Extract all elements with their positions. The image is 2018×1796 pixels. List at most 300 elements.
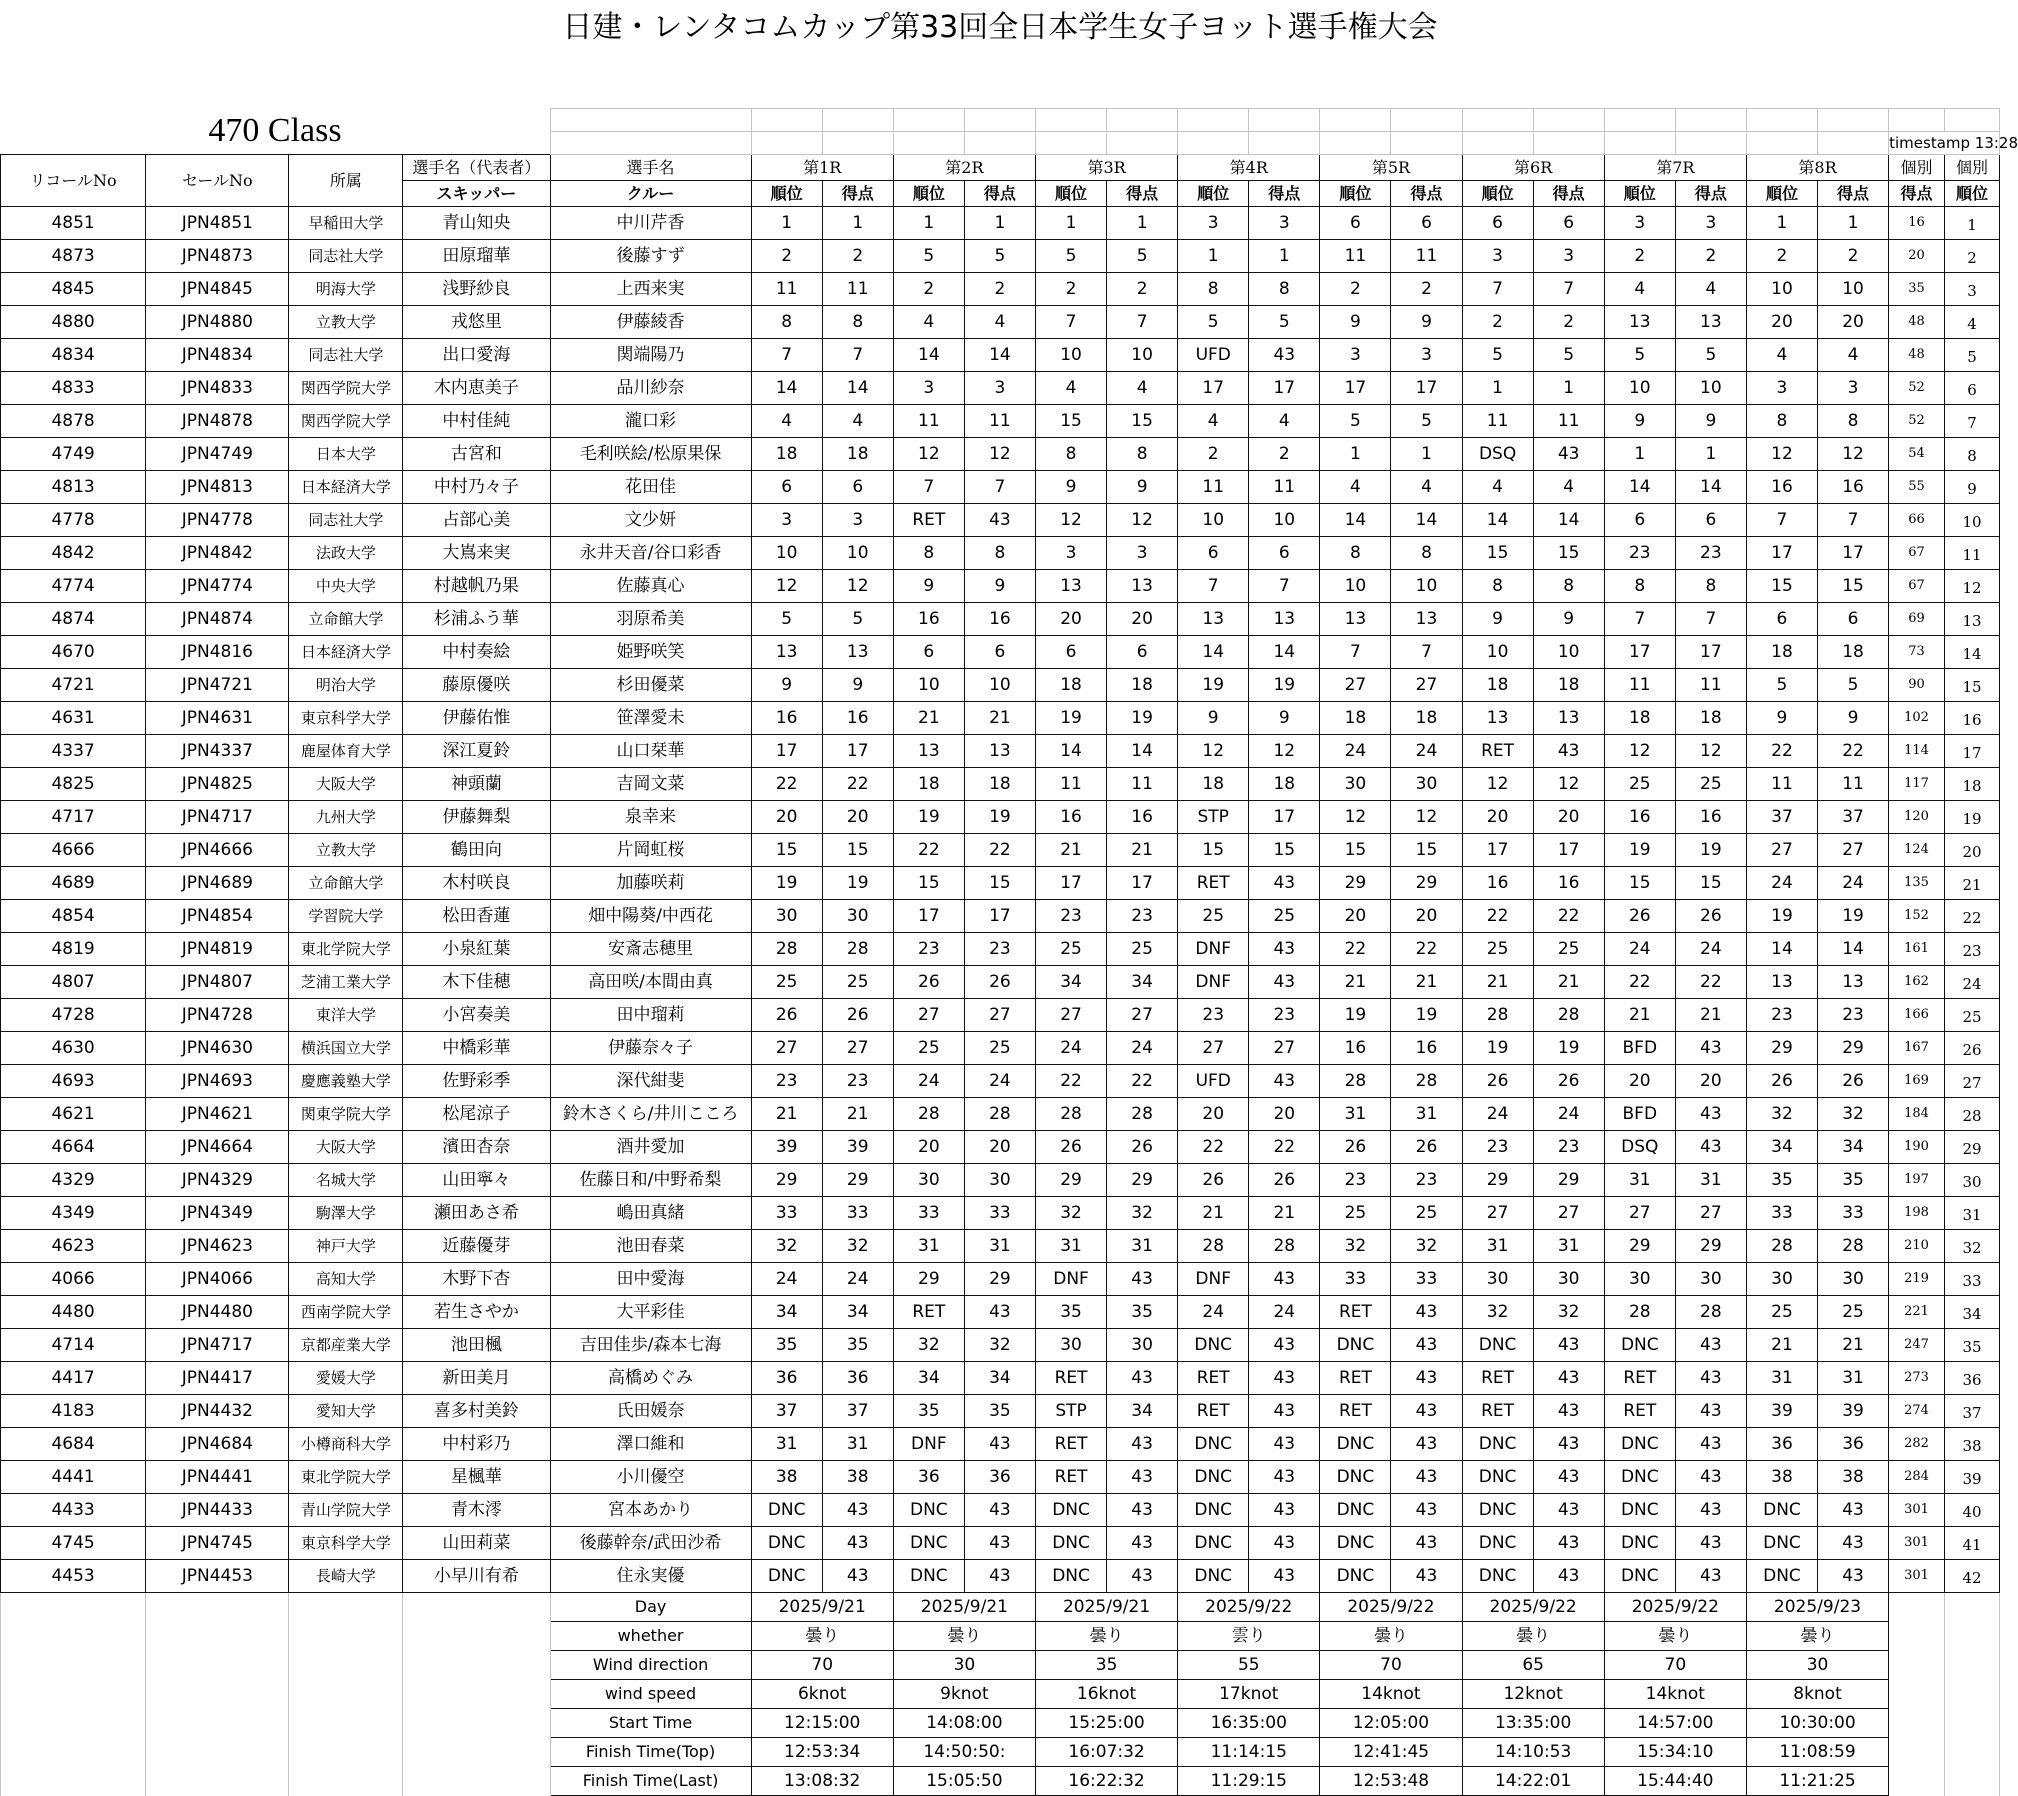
race-score: 24: [1533, 1098, 1604, 1131]
recall-no: 4630: [1, 1032, 146, 1065]
grid-cell: [1944, 1593, 1999, 1622]
race-place: 13: [1035, 570, 1106, 603]
race-place: DNC: [1320, 1560, 1391, 1593]
grid-cell: [1462, 109, 1533, 132]
race-place: DNF: [1178, 1263, 1249, 1296]
sail-no: JPN4874: [146, 603, 289, 636]
total-score: 48: [1889, 306, 1945, 339]
header-round-8: 第8R: [1746, 155, 1888, 181]
skipper: 中村彩乃: [403, 1428, 550, 1461]
race-score: 19: [1107, 702, 1178, 735]
race-info-value: 8knot: [1746, 1680, 1888, 1709]
race-score: 1: [1675, 438, 1746, 471]
grid-cell: [289, 1622, 403, 1651]
grid-cell: [1944, 1738, 1999, 1767]
table-row: [1, 471, 2000, 504]
race-info-value: 65: [1462, 1651, 1604, 1680]
race-place: 9: [893, 570, 964, 603]
race-score: 43: [1249, 966, 1320, 999]
recall-no: 4066: [1, 1263, 146, 1296]
recall-no: 4745: [1, 1527, 146, 1560]
skipper: 佐野彩季: [403, 1065, 550, 1098]
race-place: 11: [1746, 768, 1817, 801]
race-place: 25: [1035, 933, 1106, 966]
race-place: 23: [1462, 1131, 1533, 1164]
race-score: 31: [822, 1428, 893, 1461]
sail-no: JPN4453: [146, 1560, 289, 1593]
race-score: 10: [964, 669, 1035, 702]
total-score: 190: [1889, 1131, 1945, 1164]
race-place: 30: [1604, 1263, 1675, 1296]
race-place: DNC: [1604, 1560, 1675, 1593]
race-score: 23: [1249, 999, 1320, 1032]
race-score: 7: [1391, 636, 1462, 669]
race-place: 33: [751, 1197, 822, 1230]
race-place: 4: [1035, 372, 1106, 405]
header-score: 得点: [1107, 181, 1178, 207]
race-info-value: 12:53:34: [751, 1738, 893, 1767]
race-score: 10: [1391, 570, 1462, 603]
race-place: 9: [1604, 405, 1675, 438]
race-place: 6: [1035, 636, 1106, 669]
race-place: 15: [893, 867, 964, 900]
race-place: 8: [893, 537, 964, 570]
race-score: 43: [1391, 1560, 1462, 1593]
race-score: 11: [1675, 669, 1746, 702]
race-place: 26: [751, 999, 822, 1032]
race-info-value: 16:35:00: [1178, 1709, 1320, 1738]
race-score: 25: [1675, 768, 1746, 801]
total-score: 282: [1889, 1428, 1945, 1461]
race-score: 27: [1818, 834, 1889, 867]
total-score: 124: [1889, 834, 1945, 867]
recall-no: 4329: [1, 1164, 146, 1197]
grid-cell: [1889, 1680, 1945, 1709]
race-score: 20: [1249, 1098, 1320, 1131]
race-info-label: Wind direction: [550, 1651, 751, 1680]
recall-no: 4774: [1, 570, 146, 603]
race-place: 35: [1746, 1164, 1817, 1197]
race-score: 10: [1533, 636, 1604, 669]
race-place: 14: [1320, 504, 1391, 537]
skipper: 中村佳純: [403, 405, 550, 438]
header-individual: 個別: [1889, 155, 1945, 181]
race-place: 18: [1035, 669, 1106, 702]
race-score: 25: [1818, 1296, 1889, 1329]
recall-no: 4842: [1, 537, 146, 570]
race-place: 27: [751, 1032, 822, 1065]
race-place: DNF: [1178, 966, 1249, 999]
table-row: [1, 768, 2000, 801]
race-score: 22: [1533, 900, 1604, 933]
header-score: 得点: [1675, 181, 1746, 207]
race-info-value: 15:25:00: [1035, 1709, 1177, 1738]
race-place: 16: [1320, 1032, 1391, 1065]
race-score: 10: [1107, 339, 1178, 372]
race-place: 24: [1320, 735, 1391, 768]
race-score: 4: [1818, 339, 1889, 372]
school: 同志社大学: [289, 240, 403, 273]
race-place: 22: [1178, 1131, 1249, 1164]
race-place: DNC: [1178, 1494, 1249, 1527]
crew: 泉幸来: [550, 801, 751, 834]
recall-no: 4666: [1, 834, 146, 867]
race-place: 20: [1604, 1065, 1675, 1098]
race-place: 8: [1320, 537, 1391, 570]
race-score: 5: [964, 240, 1035, 273]
race-place: 12: [1035, 504, 1106, 537]
school: 日本経済大学: [289, 636, 403, 669]
race-score: 5: [1107, 240, 1178, 273]
race-score: 31: [1391, 1098, 1462, 1131]
race-info-row: [1, 1593, 2000, 1622]
race-place: 29: [751, 1164, 822, 1197]
grid-cell: [1320, 109, 1391, 132]
race-score: 43: [1533, 1428, 1604, 1461]
school: 芝浦工業大学: [289, 966, 403, 999]
race-score: 43: [1533, 1527, 1604, 1560]
race-place: 15: [1035, 405, 1106, 438]
race-score: 30: [1818, 1263, 1889, 1296]
skipper: 大嶌来実: [403, 537, 550, 570]
skipper: 出口愛海: [403, 339, 550, 372]
race-score: 12: [1107, 504, 1178, 537]
table-row: [1, 999, 2000, 1032]
sail-no: JPN4621: [146, 1098, 289, 1131]
race-place: 3: [1746, 372, 1817, 405]
race-place: 2: [751, 240, 822, 273]
overall-rank: 2: [1944, 240, 1999, 273]
sail-no: JPN4728: [146, 999, 289, 1032]
grid-cell: [403, 1651, 550, 1680]
race-score: 22: [1675, 966, 1746, 999]
race-score: 43: [1533, 735, 1604, 768]
recall-no: 4851: [1, 207, 146, 240]
race-place: 16: [893, 603, 964, 636]
race-place: 17: [1462, 834, 1533, 867]
race-place: 11: [1178, 471, 1249, 504]
race-score: 27: [822, 1032, 893, 1065]
overall-rank: 18: [1944, 768, 1999, 801]
race-score: 22: [1249, 1131, 1320, 1164]
race-place: 31: [1604, 1164, 1675, 1197]
race-info-value: 2025/9/22: [1320, 1593, 1462, 1622]
table-row: [1, 1560, 2000, 1593]
header-name: 選手名: [550, 155, 751, 181]
sail-no: JPN4825: [146, 768, 289, 801]
race-place: 35: [893, 1395, 964, 1428]
race-place: 23: [893, 933, 964, 966]
race-score: 11: [1249, 471, 1320, 504]
skipper: 田原瑠華: [403, 240, 550, 273]
race-place: 34: [751, 1296, 822, 1329]
recall-no: 4453: [1, 1560, 146, 1593]
overall-rank: 36: [1944, 1362, 1999, 1395]
overall-rank: 1: [1944, 207, 1999, 240]
table-row: [1, 1197, 2000, 1230]
grid-cell: [1889, 1738, 1945, 1767]
school: 京都産業大学: [289, 1329, 403, 1362]
race-score: 43: [1675, 1395, 1746, 1428]
race-place: 15: [751, 834, 822, 867]
header-school: 所属: [289, 155, 403, 207]
skipper: 伊藤舞梨: [403, 801, 550, 834]
race-place: 3: [1178, 207, 1249, 240]
race-place: 24: [1604, 933, 1675, 966]
race-place: RET: [1462, 1395, 1533, 1428]
race-score: 26: [1818, 1065, 1889, 1098]
race-score: 28: [1533, 999, 1604, 1032]
skipper: 松田香蓮: [403, 900, 550, 933]
skipper: 濱田杏奈: [403, 1131, 550, 1164]
race-score: 21: [964, 702, 1035, 735]
recall-no: 4834: [1, 339, 146, 372]
race-info-value: 14:22:01: [1462, 1767, 1604, 1796]
race-score: 43: [822, 1494, 893, 1527]
race-place: DNF: [1178, 933, 1249, 966]
total-score: 169: [1889, 1065, 1945, 1098]
race-score: 38: [822, 1461, 893, 1494]
total-score: 73: [1889, 636, 1945, 669]
race-score: 23: [1675, 537, 1746, 570]
race-score: 8: [1391, 537, 1462, 570]
crew: 永井天音/谷口彩香: [550, 537, 751, 570]
grid-cell: [146, 1651, 289, 1680]
race-info-value: 6knot: [751, 1680, 893, 1709]
race-score: 43: [1391, 1329, 1462, 1362]
crew: 笹澤愛未: [550, 702, 751, 735]
header-score: 得点: [964, 181, 1035, 207]
race-score: 16: [1391, 1032, 1462, 1065]
race-score: 32: [1533, 1296, 1604, 1329]
race-place: BFD: [1604, 1098, 1675, 1131]
race-place: 2: [893, 273, 964, 306]
race-score: 22: [964, 834, 1035, 867]
crew: 大平彩佳: [550, 1296, 751, 1329]
race-score: 13: [964, 735, 1035, 768]
grid-cell: [893, 132, 964, 155]
race-score: 33: [822, 1197, 893, 1230]
race-place: 8: [1035, 438, 1106, 471]
race-score: 4: [964, 306, 1035, 339]
race-score: 17: [1818, 537, 1889, 570]
skipper: 藤原優咲: [403, 669, 550, 702]
race-info-value: 12:53:48: [1320, 1767, 1462, 1796]
race-place: 2: [1604, 240, 1675, 273]
race-score: 2: [1107, 273, 1178, 306]
school: 同志社大学: [289, 504, 403, 537]
race-place: 1: [1035, 207, 1106, 240]
overall-rank: 39: [1944, 1461, 1999, 1494]
race-info-value: 曇り: [1746, 1622, 1888, 1651]
race-info-row: [1, 1680, 2000, 1709]
recall-no: 4183: [1, 1395, 146, 1428]
race-score: 27: [1533, 1197, 1604, 1230]
race-score: 14: [1249, 636, 1320, 669]
race-place: 14: [1604, 471, 1675, 504]
race-score: 5: [1533, 339, 1604, 372]
overall-rank: 13: [1944, 603, 1999, 636]
crew: 高橋めぐみ: [550, 1362, 751, 1395]
recall-no: 4880: [1, 306, 146, 339]
race-place: 15: [1462, 537, 1533, 570]
header-place: 順位: [1035, 181, 1106, 207]
race-info-value: 14knot: [1320, 1680, 1462, 1709]
race-score: 43: [1249, 1362, 1320, 1395]
race-score: 3: [1249, 207, 1320, 240]
race-score: 30: [822, 900, 893, 933]
race-place: 7: [1035, 306, 1106, 339]
race-place: 16: [1746, 471, 1817, 504]
race-place: 21: [1035, 834, 1106, 867]
school: 鹿屋体育大学: [289, 735, 403, 768]
race-score: 43: [1391, 1296, 1462, 1329]
race-place: 4: [893, 306, 964, 339]
race-score: 15: [1533, 537, 1604, 570]
grid-cell: [146, 1680, 289, 1709]
table-row: [1, 339, 2000, 372]
total-score: 117: [1889, 768, 1945, 801]
race-score: 5: [1818, 669, 1889, 702]
grid-cell: [1107, 109, 1178, 132]
grid-cell: [1604, 109, 1675, 132]
race-info-value: 12:41:45: [1320, 1738, 1462, 1767]
race-score: 43: [1107, 1428, 1178, 1461]
race-score: 43: [1391, 1395, 1462, 1428]
race-info-value: 15:34:10: [1604, 1738, 1746, 1767]
race-score: 6: [1249, 537, 1320, 570]
race-place: 16: [1035, 801, 1106, 834]
race-place: 30: [1320, 768, 1391, 801]
race-info-value: 16knot: [1035, 1680, 1177, 1709]
sail-no: JPN4630: [146, 1032, 289, 1065]
race-score: 32: [1391, 1230, 1462, 1263]
title-row: [1, 109, 2000, 132]
race-place: 25: [893, 1032, 964, 1065]
sail-no: JPN4417: [146, 1362, 289, 1395]
race-info-row: [1, 1622, 2000, 1651]
race-score: 10: [822, 537, 893, 570]
race-score: 16: [1533, 867, 1604, 900]
grid-cell: [1889, 1622, 1945, 1651]
race-place: 26: [1320, 1131, 1391, 1164]
race-place: 23: [1746, 999, 1817, 1032]
race-score: 15: [1391, 834, 1462, 867]
race-place: 8: [751, 306, 822, 339]
race-score: 25: [1533, 933, 1604, 966]
grid-cell: [822, 132, 893, 155]
race-score: 24: [964, 1065, 1035, 1098]
race-score: 5: [1391, 405, 1462, 438]
race-score: 7: [1107, 306, 1178, 339]
table-row: [1, 537, 2000, 570]
school: 名城大学: [289, 1164, 403, 1197]
skipper: 中村奏絵: [403, 636, 550, 669]
race-score: 43: [1818, 1527, 1889, 1560]
race-score: 2: [822, 240, 893, 273]
race-score: 43: [1391, 1494, 1462, 1527]
race-info-value: 14:50:50:: [893, 1738, 1035, 1767]
overall-rank: 12: [1944, 570, 1999, 603]
school: 関西学院大学: [289, 372, 403, 405]
grid-cell: [403, 1709, 550, 1738]
overall-rank: 4: [1944, 306, 1999, 339]
race-place: DNC: [1178, 1560, 1249, 1593]
table-row: [1, 1131, 2000, 1164]
crew: 伊藤奈々子: [550, 1032, 751, 1065]
sail-no: JPN4880: [146, 306, 289, 339]
race-place: 20: [1462, 801, 1533, 834]
race-place: DNC: [1604, 1329, 1675, 1362]
race-score: 7: [1675, 603, 1746, 636]
recall-no: 4833: [1, 372, 146, 405]
skipper: 神頭蘭: [403, 768, 550, 801]
race-place: 15: [1178, 834, 1249, 867]
header-round-3: 第3R: [1035, 155, 1177, 181]
total-score: 16: [1889, 207, 1945, 240]
race-place: 21: [1462, 966, 1533, 999]
race-score: 31: [1818, 1362, 1889, 1395]
overall-rank: 31: [1944, 1197, 1999, 1230]
grid-cell: [1675, 132, 1746, 155]
race-score: 10: [1818, 273, 1889, 306]
header-score: 得点: [1533, 181, 1604, 207]
recall-no: 4349: [1, 1197, 146, 1230]
race-score: 36: [964, 1461, 1035, 1494]
race-score: 43: [1249, 1065, 1320, 1098]
race-info-value: 曇り: [1462, 1622, 1604, 1651]
race-score: 35: [1107, 1296, 1178, 1329]
race-place: DNC: [1035, 1494, 1106, 1527]
skipper: 池田楓: [403, 1329, 550, 1362]
grid-cell: [751, 109, 822, 132]
school: 大阪大学: [289, 1131, 403, 1164]
race-place: 14: [893, 339, 964, 372]
skipper: 杉浦ふう華: [403, 603, 550, 636]
sail-no: JPN4878: [146, 405, 289, 438]
table-row: [1, 240, 2000, 273]
race-place: 5: [1462, 339, 1533, 372]
race-place: 12: [1178, 735, 1249, 768]
race-score: 34: [964, 1362, 1035, 1395]
skipper: 深江夏鈴: [403, 735, 550, 768]
race-place: 24: [1035, 1032, 1106, 1065]
race-place: 28: [1604, 1296, 1675, 1329]
total-score: 48: [1889, 339, 1945, 372]
table-row: [1, 1527, 2000, 1560]
race-score: 29: [1818, 1032, 1889, 1065]
race-place: 23: [751, 1065, 822, 1098]
race-info-row: [1, 1738, 2000, 1767]
overall-rank: 10: [1944, 504, 1999, 537]
grid-cell: [1035, 109, 1106, 132]
race-place: 37: [1746, 801, 1817, 834]
race-place: BFD: [1604, 1032, 1675, 1065]
race-place: 14: [751, 372, 822, 405]
race-place: 18: [1320, 702, 1391, 735]
race-score: 43: [964, 1527, 1035, 1560]
header-overall-rank: 順位: [1944, 181, 1999, 207]
race-score: 19: [964, 801, 1035, 834]
race-place: 24: [893, 1065, 964, 1098]
race-place: 5: [751, 603, 822, 636]
race-place: 30: [1746, 1263, 1817, 1296]
race-place: DNC: [1462, 1329, 1533, 1362]
sail-no: JPN4337: [146, 735, 289, 768]
race-score: 18: [1533, 669, 1604, 702]
grid-cell: [1391, 132, 1462, 155]
grid-cell: [1178, 109, 1249, 132]
